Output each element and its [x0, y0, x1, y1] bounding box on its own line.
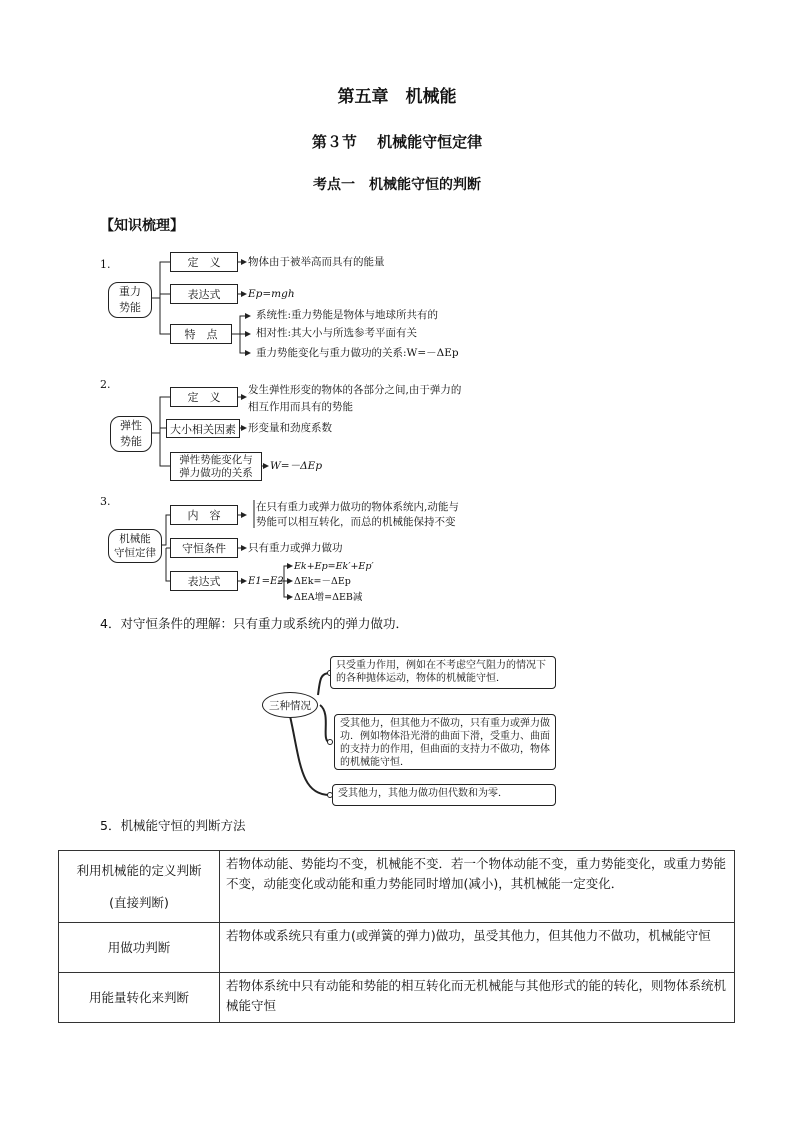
table-row — [59, 923, 735, 973]
item2-number: 2. — [100, 378, 111, 391]
item1-feature-2: 相对性:其大小与所选参考平面有关 — [256, 327, 418, 339]
item2-definition-text-1: 发生弹性形变的物体的各部分之间,由于弹力的 — [248, 384, 462, 396]
table-row — [59, 973, 735, 1023]
item1-feature-1: 系统性:重力势能是物体与地球所共有的 — [256, 309, 439, 321]
table-cell-method: 用能量转化来判断 — [59, 973, 220, 1023]
item1-feature-3: 重力势能变化与重力做功的关系:W=－ΔEp — [256, 347, 459, 359]
item3-content-box: 内 容 — [170, 505, 238, 525]
item2-definition-text-2: 相互作用而具有的势能 — [248, 401, 353, 413]
item2-relation-box: 弹性势能变化与 弹力做功的关系 — [170, 452, 262, 481]
item3-form-1: Ek+Ep=Ek′+Ep′ — [294, 561, 374, 572]
item2-factors-box: 大小相关因素 — [166, 419, 240, 438]
item1-root-gravity-pe: 重力 势能 — [108, 282, 152, 318]
item4-text: 4．对守恒条件的理解：只有重力或系统内的弹力做功． — [100, 616, 408, 631]
item3-content-text-1: 在只有重力或弹力做功的物体系统内,动能与 — [256, 501, 459, 513]
item1-expression-box: 表达式 — [170, 284, 238, 304]
item2-root-elastic-pe: 弹性 势能 — [110, 416, 152, 452]
table-cell-method — [59, 851, 220, 923]
table-cell-method: 用做功判断 — [59, 923, 220, 973]
item1-feature-box: 特 点 — [170, 324, 232, 344]
method-sublabel: (直接判断) — [109, 894, 169, 910]
item2-definition-box: 定 义 — [170, 387, 238, 407]
item3-condition-text: 只有重力或弹力做功 — [248, 542, 343, 554]
item3-root-conservation-law: 机械能 守恒定律 — [108, 529, 162, 563]
item3-number: 3. — [100, 495, 111, 508]
judgment-methods-table — [58, 850, 735, 1023]
item2-factors-text: 形变量和劲度系数 — [248, 422, 332, 434]
item5-text: 5．机械能守恒的判断方法 — [100, 818, 246, 833]
item3-expression-box: 表达式 — [170, 571, 238, 591]
table-row — [59, 851, 735, 923]
item1-definition-text: 物体由于被举高而具有的能量 — [248, 256, 385, 268]
item3-form-3: ΔEA增=ΔEB减 — [294, 592, 363, 603]
item1-expression-text: Ep=mgh — [248, 288, 295, 300]
item3-content-text-2: 势能可以相互转化，而总的机械能保持不变 — [256, 516, 456, 528]
knowledge-heading: 【知识梳理】 — [100, 218, 184, 234]
item1-definition-box: 定 义 — [170, 252, 238, 272]
case-1: 只受重力作用，例如在不考虑空气阻力的情况下的各种抛体运动，物体的机械能守恒． — [330, 656, 556, 689]
table-cell-description: 若物体系统中只有动能和势能的相互转化而无机械能与其他形式的能的转化，则物体系统机械能守恒 — [220, 973, 735, 1023]
method-label: 利用机械能的定义判断 — [76, 862, 202, 878]
table-cell-description: 若物体动能、势能均不变，机械能不变．若一个物体动能不变，重力势能变化，或重力势能不变，动能变化或动能和重力势能同时增加(减小)，其机械能一定变化． — [220, 851, 735, 923]
case-2: 受其他力，但其他力不做功，只有重力或弹力做功．例如物体沿光滑的曲面下滑，受重力、曲面的支持力的作用，但曲面的支持力不做功，物体的机械能守恒． — [334, 714, 556, 770]
item1-number: 1. — [100, 258, 111, 271]
item3-expression-head: E1=E2 — [248, 576, 284, 587]
section-title: 第３节 机械能守恒定律 — [311, 133, 483, 151]
chapter-title: 第五章 机械能 — [337, 87, 457, 107]
item3-form-2: ΔEk=－ΔEp — [294, 576, 351, 587]
item2-relation-text: W=－ΔEp — [270, 460, 323, 472]
cases-center: 三种情况 — [262, 692, 318, 718]
table-cell-description: 若物体或系统只有重力(或弹簧的弹力)做功，虽受其他力，但其他力不做功，机械能守恒 — [220, 923, 735, 973]
case-3: 受其他力，其他力做功但代数和为零． — [332, 784, 556, 806]
item3-condition-box: 守恒条件 — [170, 538, 238, 558]
topic-title: 考点一 机械能守恒的判断 — [313, 177, 481, 193]
